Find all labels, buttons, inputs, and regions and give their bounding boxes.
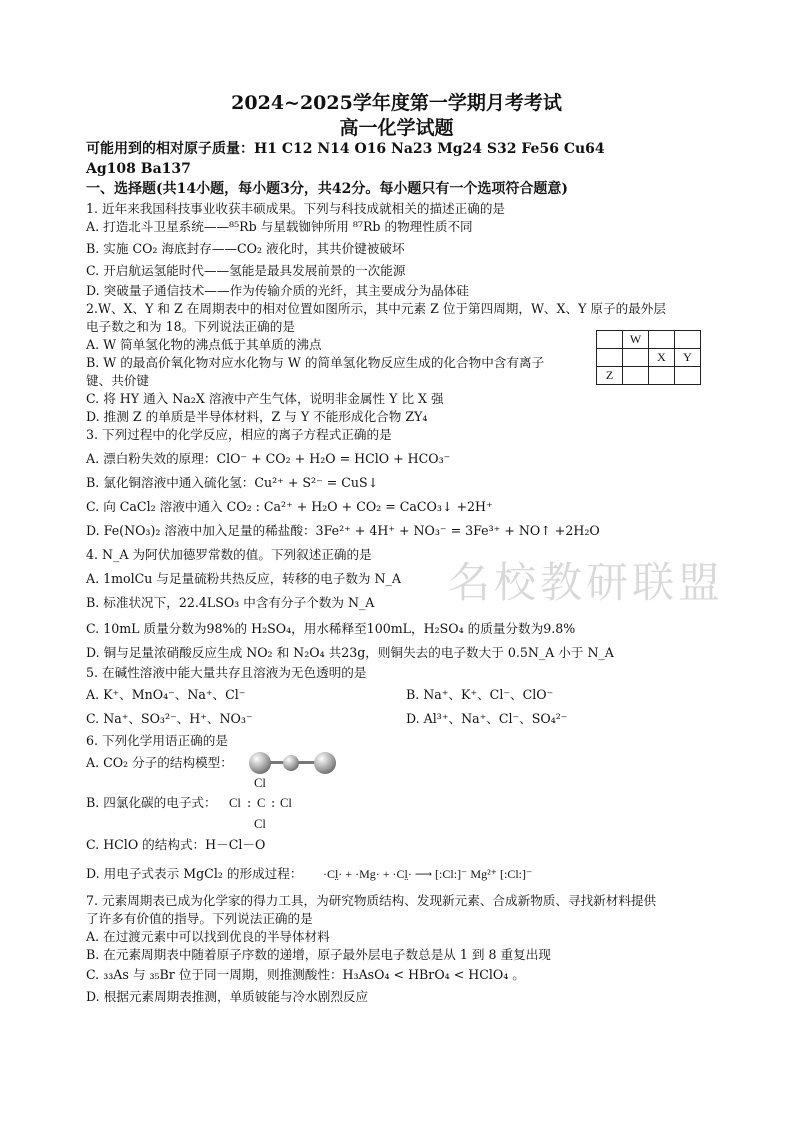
q4-option-c: C. 10mL 质量分数为98%的 H₂SO₄，用水稀释至100mL，H₂SO₄ 的质量分数为9.8% [86, 621, 576, 636]
q7-option-b: B. 在元素周期表中随着原子序数的递增，原子最外层电子数总是从 1 到 8 重复出现 [86, 947, 551, 962]
atomic-masses-line-2: Ag108 Ba137 [86, 161, 191, 177]
cell-w: W [623, 331, 649, 349]
q1-option-a: A. 打造北斗卫星系统——⁸⁵Rb 与星载铷钟所用 ⁸⁷Rb 的物理性质不同 [86, 219, 473, 234]
q4-option-b: B. 标准状况下，22.4LSO₃ 中含有分子个数为 N_A [86, 595, 375, 610]
q3-option-c: C. 向 CaCl₂ 溶液中通入 CO₂ : Ca²⁺ + H₂O + CO₂ = CaCO₃↓ +2H⁺ [86, 499, 493, 514]
q7-option-c: C. ₃₃As 与 ₃₅Br 位于同一周期，则推测酸性：H₃AsO₄ < HBrO₄ < HClO₄ 。 [86, 967, 525, 982]
q4-stem: 4. N_A 为阿伏加德罗常数的值。下列叙述正确的是 [86, 547, 372, 562]
cell-y: Y [675, 349, 701, 367]
q4-option-d: D. 铜与足量浓硝酸反应生成 NO₂ 和 N₂O₄ 共23g，则铜失去的电子数大于 0.5N_A 小于 N_A [86, 645, 614, 660]
ccl4-cl-top: Cl [254, 776, 266, 790]
q6-option-c: C. HClO 的结构式：H－Cl－O [86, 837, 266, 852]
q7-option-d: D. 根据元素周期表推测，单质铍能与冷水剧烈反应 [86, 989, 369, 1004]
q2-option-a: A. W 简单氢化物的沸点低于其单质的沸点 [86, 337, 322, 352]
atomic-masses-line-1: 可能用到的相对原子质量：H1 C12 N14 O16 Na23 Mg24 S32 Fe56 Cu64 [86, 141, 605, 157]
q1-option-d: D. 突破量子通信技术——作为传输介质的光纤，其主要成分为晶体硅 [86, 283, 469, 298]
q7-stem-line-2: 了许多有价值的指导。下列说法正确的是 [86, 911, 313, 926]
oxygen-ball-right [314, 752, 336, 774]
q5-option-a: A. K⁺、MnO₄⁻、Na⁺、Cl⁻ [86, 687, 246, 702]
q2-option-b-line-2: 键、共价键 [86, 373, 149, 388]
ccl4-c: C [257, 796, 266, 810]
section-1-heading: 一、选择题(共14小题，每小题3分，共42分。每小题只有一个选项符合题意) [86, 181, 568, 197]
q6-option-b: B. 四氯化碳的电子式： [86, 795, 217, 810]
q3-option-d: D. Fe(NO₃)₂ 溶液中加入足量的稀盐酸：3Fe²⁺ + 4H⁺ + NO₃⁻ = 3Fe³⁺ + NO↑ +2H₂O [86, 523, 600, 538]
q7-option-a: A. 在过渡元素中可以找到优良的半导体材料 [86, 929, 330, 944]
q6-stem: 6. 下列化学用语正确的是 [86, 733, 228, 748]
q2-stem-line-2: 电子数之和为 18。下列说法正确的是 [86, 319, 295, 334]
oxygen-ball-left [249, 752, 271, 774]
q5-option-b: B. Na⁺、K⁺、Cl⁻、ClO⁻ [406, 687, 554, 702]
q1-stem: 1. 近年来我国科技事业收获丰硕成果。下列与科技成就相关的描述正确的是 [86, 201, 506, 216]
q5-stem: 5. 在碱性溶液中能大量共存且溶液为无色透明的是 [86, 665, 367, 680]
q1-option-c: C. 开启航运氢能时代——氢能是最具发展前景的一次能源 [86, 263, 406, 278]
cell-z: Z [597, 367, 623, 385]
q2-stem-line-1: 2.W、X、Y 和 Z 在周期表中的相对位置如图所示，其中元素 Z 位于第四周期，W、X、Y 原子的最外层 [86, 301, 666, 316]
q5-option-d: D. Al³⁺、Na⁺、Cl⁻、SO₄²⁻ [406, 711, 568, 726]
q2-option-d: D. 推测 Z 的单质是半导体材料，Z 与 Y 不能形成化合物 ZY₄ [86, 409, 428, 424]
mgcl2-formation-formula: ·Cl̤· + ·Mg· + ·Cl̤· ⟶ [:Cl:]⁻ Mg²⁺ [:Cl:]⁻ [323, 867, 533, 881]
periodic-position-table [596, 330, 701, 385]
carbon-ball [283, 755, 299, 771]
watermark: 名校教研联盟 [448, 558, 725, 607]
ccl4-cl-right: Cl [280, 796, 292, 810]
q5-option-c: C. Na⁺、SO₃²⁻、H⁺、NO₃⁻ [86, 711, 253, 726]
exam-subtitle: 高一化学试题 [339, 117, 454, 139]
ccl4-cl-bottom: Cl [254, 817, 266, 831]
q4-option-a: A. 1molCu 与足量硫粉共热反应，转移的电子数为 N_A [86, 571, 401, 586]
q7-stem-line-1: 7. 元素周期表已成为化学家的得力工具，为研究物质结构、发现新元素、合成新物质、寻找新材料提供 [86, 893, 657, 908]
cell-x: X [649, 349, 675, 367]
q1-option-b: B. 实施 CO₂ 海底封存——CO₂ 液化时，其共价键被破坏 [86, 241, 405, 256]
q6-option-d: D. 用电子式表示 MgCl₂ 的形成过程： [86, 866, 303, 881]
q6-option-a: A. CO₂ 分子的结构模型： [86, 755, 233, 770]
exam-title: 2024~2025学年度第一学期月考考试 [231, 92, 562, 114]
q3-stem: 3. 下列过程中的化学反应，相应的离子方程式正确的是 [86, 427, 392, 442]
q2-option-c: C. 将 HY 通入 Na₂X 溶液中产生气体，说明非金属性 Y 比 X 强 [86, 391, 444, 406]
ccl4-pair-left: : [247, 795, 252, 810]
ccl4-cl-left: Cl [229, 796, 241, 810]
q3-option-b: B. 氯化铜溶液中通入硫化氢：Cu²⁺ + S²⁻ = CuS↓ [86, 475, 379, 490]
ccl4-pair-right: : [271, 795, 276, 810]
q2-option-b-line-1: B. W 的最高价氧化物对应水化物与 W 的简单氢化物反应生成的化合物中含有离子 [86, 355, 545, 370]
q3-option-a: A. 漂白粉失效的原理：ClO⁻ + CO₂ + H₂O = HClO + HCO₃⁻ [86, 451, 451, 466]
